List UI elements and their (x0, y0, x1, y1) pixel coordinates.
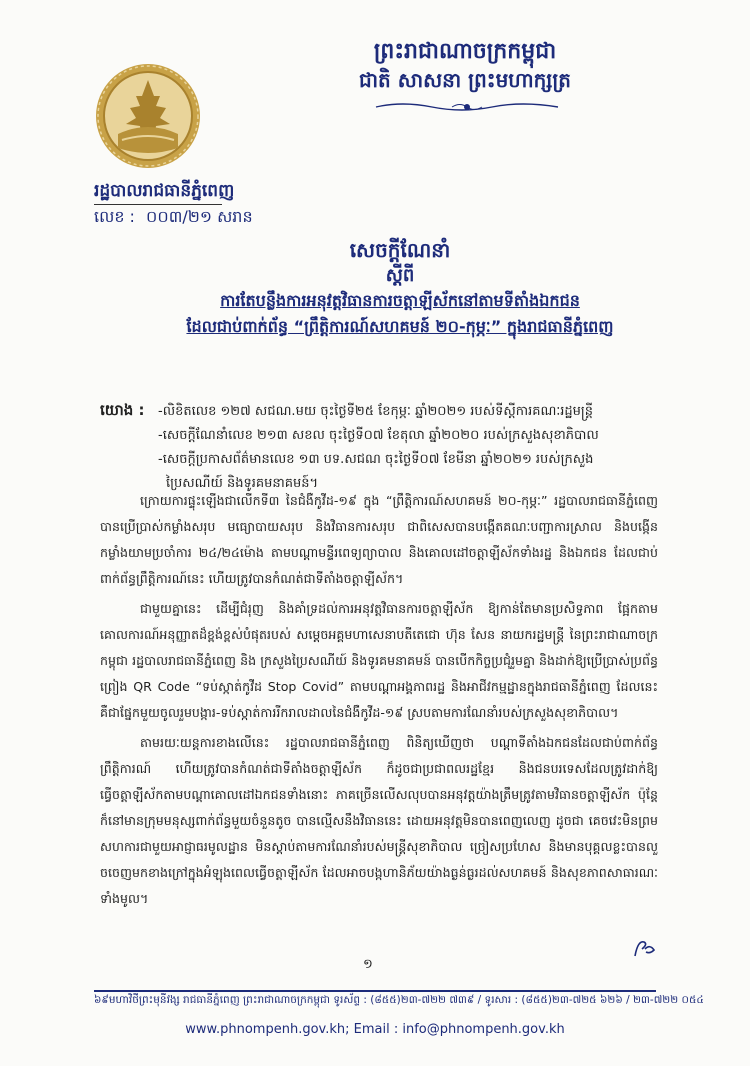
ornament-divider-icon (372, 100, 562, 114)
footer-address: ៦៩មហាវិថីព្រះមុនីវង្ស រាជធានីភ្នំពេញ ព្រះរាជាណាចក្រកម្ពុជា ទូរស័ព្ទ : (៨៥៥)២៣-៧២២ ៧៣៩ / ទូរសារ : (៨៥៥)២៣-៧២៥ ៦២៦ / ២៣-៧២២ ០៥៤ (94, 994, 704, 1006)
reference-row (100, 448, 660, 472)
reference-item: -សេចក្តីប្រកាសព័ត៌មានលេខ ១៣ បទ.សជណ ចុះថ្ងៃទី០៧ ខែមីនា ឆ្នាំ២០២១ របស់ក្រសួង (158, 452, 594, 467)
body-paragraph: ជាមួយគ្នានេះ ដើម្បីជំរុញ និងគាំទ្រដល់ការអនុវត្តវិធានការចត្តាឡីស័ក ឱ្យកាន់តែមានប្រសិទ្ធភាព ផ្អែកតាមគោលការណ៍អនុញ្ញាតដ៏ខ្ពង់ខ្ពស់បំផុតរបស់ សម្តេចអគ្គមហាសេនាបតីតេជោ ហ៊ុន សែន នាយករដ្ឋមន្ត្រី នៃព្រះរាជាណាចក្រកម្ពុជា រដ្ឋបាលរាជធានីភ្នំពេញ និង ក្រសួងប្រៃសណីយ៍ និងទូរគមនាគមន៍ បានបើកកិច្ចប្រជុំរួមគ្នា និងដាក់ឱ្យប្រើប្រាស់ប្រព័ន្ធព្រៀង QR Code “ទប់ស្កាត់កូវីដ Stop Covid” តាមបណ្តាអង្គភាពរដ្ឋ និងអាជីវកម្មដ្ឋានក្នុងរាជធានីភ្នំពេញ ដែលនេះគឺជាផ្នែកមួយចូលរួមបង្ការ-ទប់ស្កាត់ការរីករាលដាលនៃជំងឺកូវីដ-១៩ ស្របតាមការណែនាំរបស់ក្រសួងសុខាភិបាល។ (100, 601, 658, 720)
reference-value: ០០៣/២១ សរាន (146, 207, 253, 226)
kingdom-title: ព្រះរាជាណាចក្រកម្ពុជា (373, 39, 557, 64)
title-about: ស្តីពី (385, 265, 415, 286)
footer-web-email: www.phnompenh.gov.kh; Email : info@phnompenh.gov.kh (185, 1022, 565, 1037)
phnom-penh-seal-icon (94, 62, 202, 170)
reference-item: ប្រៃសណីយ៍ និងទូរគមនាគមន៍។ (166, 476, 319, 491)
office-underline (94, 204, 222, 205)
reference-row (100, 424, 660, 448)
body-paragraph: តាមរយៈយន្តការខាងលើនេះ រដ្ឋបាលរាជធានីភ្នំពេញ ពិនិត្យឃើញថា បណ្តាទីតាំងឯកជនដែលជាប់ពាក់ព័ន្ធព្រឹត្តិការណ៍ ហើយត្រូវបានកំណត់ជាទីតាំងចត្តាឡីស័ក ក៏ដូចជាប្រជាពលរដ្ឋខ្មែរ និងជនបរទេសដែលត្រូវដាក់ឱ្យធ្វើចត្តាឡីស័កតាមបណ្តាគោលដៅឯកជនទាំងនោះ ភាគច្រើនលើសលុបបានអនុវត្តយ៉ាងត្រឹមត្រូវតាមវិធានចត្តាឡីស័ក ប៉ុន្តែ ក៏នៅមានក្រុមមនុស្សពាក់ព័ន្ធមួយចំនួនតូច បានល្មើសនឹងវិធាននេះ ដោយអនុវត្តមិនបានពេញលេញ ដូចជា គេចវេះមិនព្រមសហការជាមួយអាជ្ញាធរមូលដ្ឋាន មិនស្តាប់តាមការណែនាំរបស់មន្ត្រីសុខាភិបាល ច្រៀសប្រហែស និងមានបុគ្គលខ្លះបានលួចចេញមកខាងក្រៅក្នុងអំឡុងពេលធ្វើចត្តាឡីស័ក ដែលអាចបង្កហានិភ័យយ៉ាងធ្ងន់ធ្ងរដល់សហគមន៍ និងសុខភាពសាធារណៈទាំងមូល។ (100, 735, 658, 906)
title-subject-line-1: ការតែបន្លឹងការអនុវត្តវិធានការចត្តាឡីស័កនៅតាមទីតាំងឯកជន (220, 291, 580, 310)
national-motto: ជាតិ សាសនា ព្រះមហាក្សត្រ (359, 68, 571, 92)
reference-item: -សេចក្តីណែនាំលេខ ២១៣ សខល ចុះថ្ងៃទី០៧ ខែតុលា ឆ្នាំ២០២០ របស់ក្រសួងសុខាភិបាល (158, 428, 599, 443)
references-section (100, 398, 660, 496)
title-subject-line-2: ដែលជាប់ពាក់ព័ន្ធ “ព្រឹត្តិការណ៍សហគមន៍ ២០-កុម្ភៈ” ក្នុងរាជធានីភ្នំពេញ (186, 317, 614, 336)
footer-divider (94, 990, 656, 992)
document-type: សេចក្តីណែនាំ (349, 238, 451, 262)
kingdom-header (250, 38, 680, 94)
body-text (100, 488, 658, 916)
reference-label: លេខ : (94, 207, 135, 226)
document-title-block (150, 236, 650, 340)
references-label: យោង : (100, 401, 145, 419)
issuing-office: រដ្ឋបាលរាជធានីភ្នំពេញ (94, 181, 235, 201)
body-paragraph: ក្រោយការផ្ទុះឡើងជាលើកទី៣ នៃជំងឺកូវីដ-១៩ ក្នុង “ព្រឹត្តិការណ៍សហគមន៍ ២០-កុម្ភៈ” រដ្ឋបាលរាជធានីភ្នំពេញ បានប្រើប្រាស់កម្លាំងសរុប មធ្យោបាយសរុប និងវិធានការសរុប ជាពិសេសបានបង្កើតគណៈបញ្ជាការស្រាល និងបង្កើនកម្លាំងយាមប្រចាំការ ២៤/២៤ម៉ោង តាមបណ្តាមន្ទីរពេទ្យព្យាបាល និងគោលដៅចត្តាឡីស័កទាំងរដ្ឋ និងឯកជន ដែលជាប់ពាក់ព័ន្ធព្រឹត្តិការណ៍នេះ ហើយត្រូវបានកំណត់ជាទីតាំងចត្តាឡីស័ក។ (100, 493, 658, 586)
reference-number (94, 206, 253, 230)
reference-item: -លិខិតលេខ ១២៧ សជណ.មយ ចុះថ្ងៃទី២៥ ខែកុម្ភៈ ឆ្នាំ២០២១ របស់ទីស្តីការគណៈរដ្ឋមន្ត្រី (158, 404, 594, 419)
initials-signature-icon (632, 936, 658, 960)
reference-row (100, 398, 660, 424)
page-number: ១ (363, 957, 373, 972)
